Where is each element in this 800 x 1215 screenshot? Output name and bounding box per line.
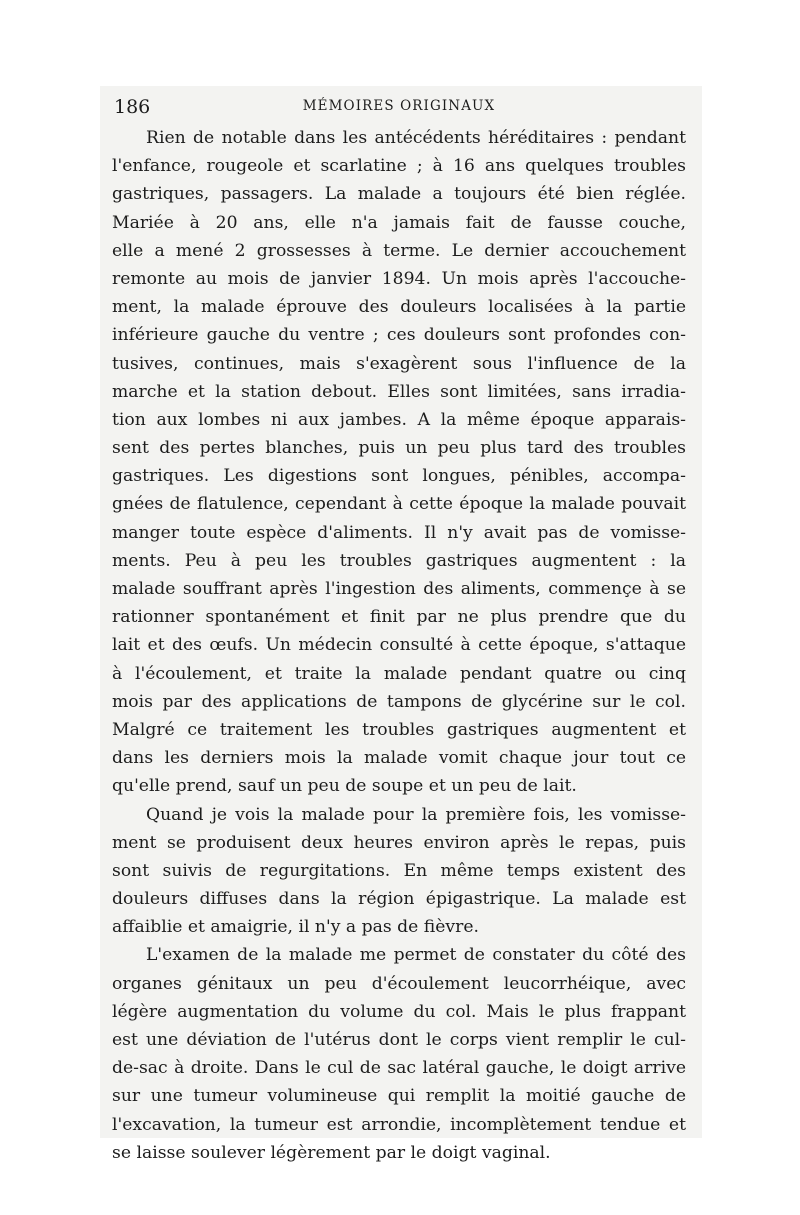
text-line: tusives, continues, mais s'exagèrent sous l'influence de la [112,353,686,374]
body-text [112,124,686,1167]
text-line: inférieure gauche du ventre ; ces douleurs sont profondes con- [112,325,686,346]
paragraph [112,941,686,1167]
text-line: à l'écoulement, et traite la malade pendant quatre ou cinq [112,663,686,684]
text-line: Malgré ce traitement les troubles gastriques augmentent et [112,719,686,740]
text-line: tion aux lombes ni aux jambes. A la même époque apparais- [112,409,686,430]
text-line: remonte au mois de janvier 1894. Un mois après l'accouche- [112,268,686,289]
text-line: Rien de notable dans les antécédents héréditaires : pendant [146,128,686,148]
text-line: est une déviation de l'utérus dont le corps vient remplir le cul- [112,1030,686,1050]
text-line: Mariée à 20 ans, elle n'a jamais fait de fausse couche, [112,212,686,233]
text-line: sur une tumeur volumineuse qui remplit la moitié gauche de [112,1086,686,1107]
page-number: 186 [114,96,151,118]
text-line: lait et des œufs. Un médecin consulté à cette époque, s'attaque [112,635,686,656]
text-line: malade souffrant après l'ingestion des aliments, commençe à se [112,579,686,599]
text-line: elle a mené 2 grossesses à terme. Le dernier accouchement [112,240,686,261]
text-line: sent des pertes blanches, puis un peu plus tard des troubles [112,438,686,459]
page-header [112,96,686,120]
text-line: ment se produisent deux heures environ après le repas, puis [112,832,686,853]
text-line: gastriques, passagers. La malade a toujours été bien réglée. [112,184,686,205]
text-line: qu'elle prend, sauf un peu de soupe et un peu de lait. [112,776,577,797]
text-line: l'excavation, la tumeur est arrondie, incomplètement tendue et [112,1114,686,1135]
text-line: marche et la station debout. Elles sont limitées, sans irradia- [112,381,686,402]
text-line: gastriques. Les digestions sont longues, pénibles, accompa- [112,466,686,487]
running-title: MÉMOIRES ORIGINAUX [302,98,496,114]
text-line: douleurs diffuses dans la région épigastrique. La malade est [112,889,686,910]
text-line: l'enfance, rougeole et scarlatine ; à 16 ans quelques troubles [112,156,686,177]
text-line: sont suivis de regurgitations. En même temps existent des [112,860,686,881]
text-line: Quand je vois la malade pour la première fois, les vomisse- [146,804,686,825]
text-line: se laisse soulever légèrement par le doigt vaginal. [112,1142,551,1163]
text-line: ments. Peu à peu les troubles gastriques augmentent : la [112,550,686,571]
text-line: affaiblie et amaigrie, il n'y a pas de fièvre. [112,917,479,938]
text-line: gnées de flatulence, cependant à cette époque la malade pouvait [112,494,686,515]
text-line: organes génitaux un peu d'écoulement leucorrhéique, avec [112,973,686,994]
text-line: dans les derniers mois la malade vomit chaque jour tout ce [112,748,686,769]
paragraph [112,801,686,942]
text-line: légère augmentation du volume du col. Mais le plus frappant [112,1001,686,1022]
text-line: de-sac à droite. Dans le cul de sac latéral gauche, le doigt arrive [112,1058,686,1079]
text-line: manger toute espèce d'aliments. Il n'y avait pas de vomisse- [112,522,686,543]
text-line: ment, la malade éprouve des douleurs localisées à la partie [112,297,686,318]
paragraph [112,124,686,801]
text-line: mois par des applications de tampons de glycérine sur le col. [112,691,686,712]
book-page [112,96,686,1167]
text-line: rationner spontanément et finit par ne plus prendre que du [112,607,686,628]
text-line: L'examen de la malade me permet de constater du côté des [146,945,686,966]
